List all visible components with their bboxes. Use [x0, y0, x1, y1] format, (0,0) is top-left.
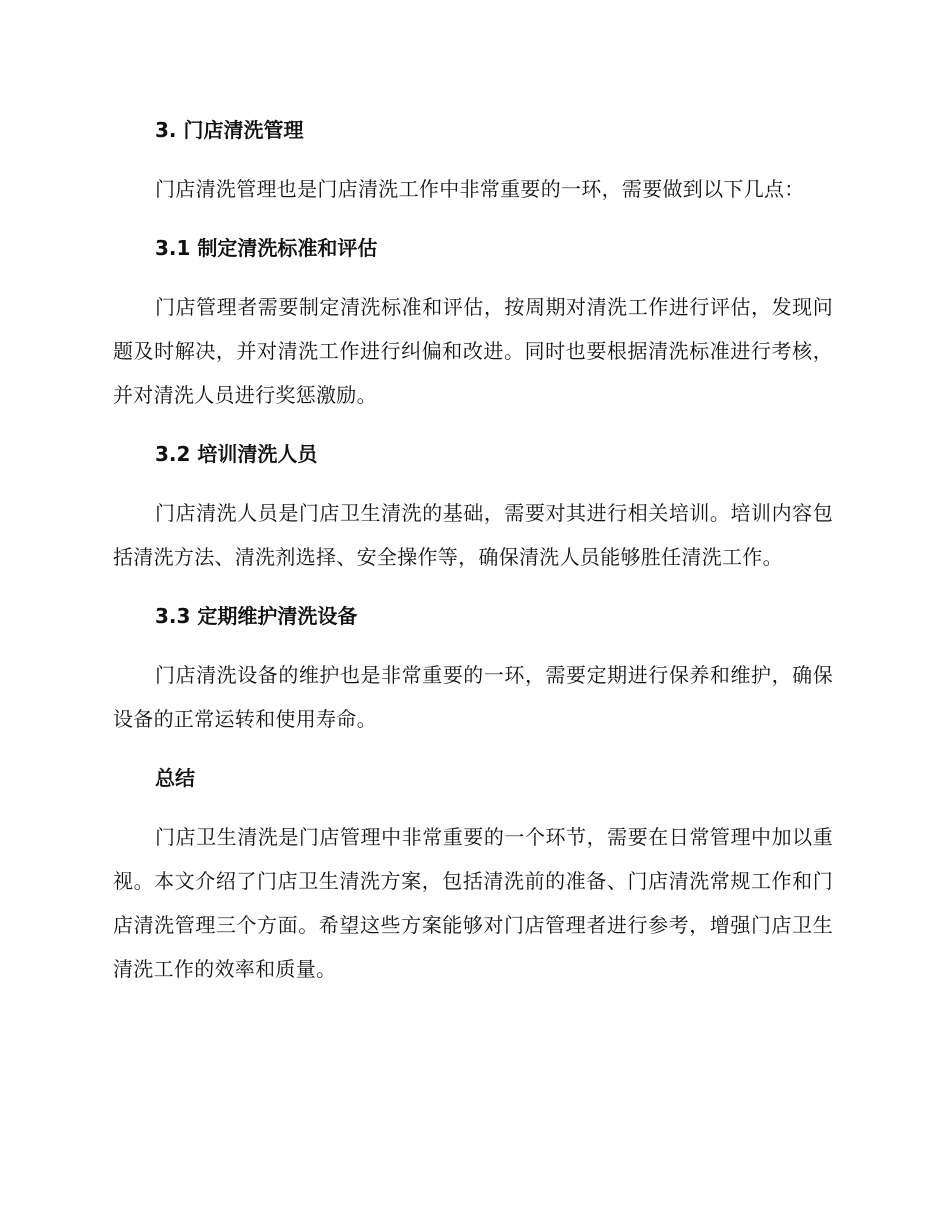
- summary-heading: 总结: [155, 766, 195, 790]
- section-heading: 3.2 培训清洗人员: [155, 442, 318, 466]
- section-heading: 3.3 定期维护清洗设备: [155, 604, 358, 628]
- section-paragraph: 门店清洗设备的维护也是非常重要的一环，需要定期进行保养和维护，确保设备的正常运转和使用寿命。: [113, 663, 833, 731]
- summary-paragraph: 门店卫生清洗是门店管理中非常重要的一个环节，需要在日常管理中加以重视。本文介绍了门店卫生清洗方案，包括清洗前的准备、门店清洗常规工作和门店清洗管理三个方面。希望这些方案能够对门店管理者进行参考，增强门店卫生清洗工作的效率和质量。: [113, 825, 833, 981]
- section-paragraph: 门店清洗管理也是门店清洗工作中非常重要的一环，需要做到以下几点：: [155, 177, 805, 201]
- section-paragraph: 门店管理者需要制定清洗标准和评估，按周期对清洗工作进行评估，发现问题及时解决，并对清洗工作进行纠偏和改进。同时也要根据清洗标准进行考核，并对清洗人员进行奖惩激励。: [113, 295, 833, 407]
- section-heading: 3. 门店清洗管理: [155, 118, 304, 142]
- section-heading: 3.1 制定清洗标准和评估: [155, 236, 378, 260]
- document-body: [113, 108, 833, 1006]
- section-paragraph: 门店清洗人员是门店卫生清洗的基础，需要对其进行相关培训。培训内容包括清洗方法、清洗剂选择、安全操作等，确保清洗人员能够胜任清洗工作。: [113, 501, 833, 569]
